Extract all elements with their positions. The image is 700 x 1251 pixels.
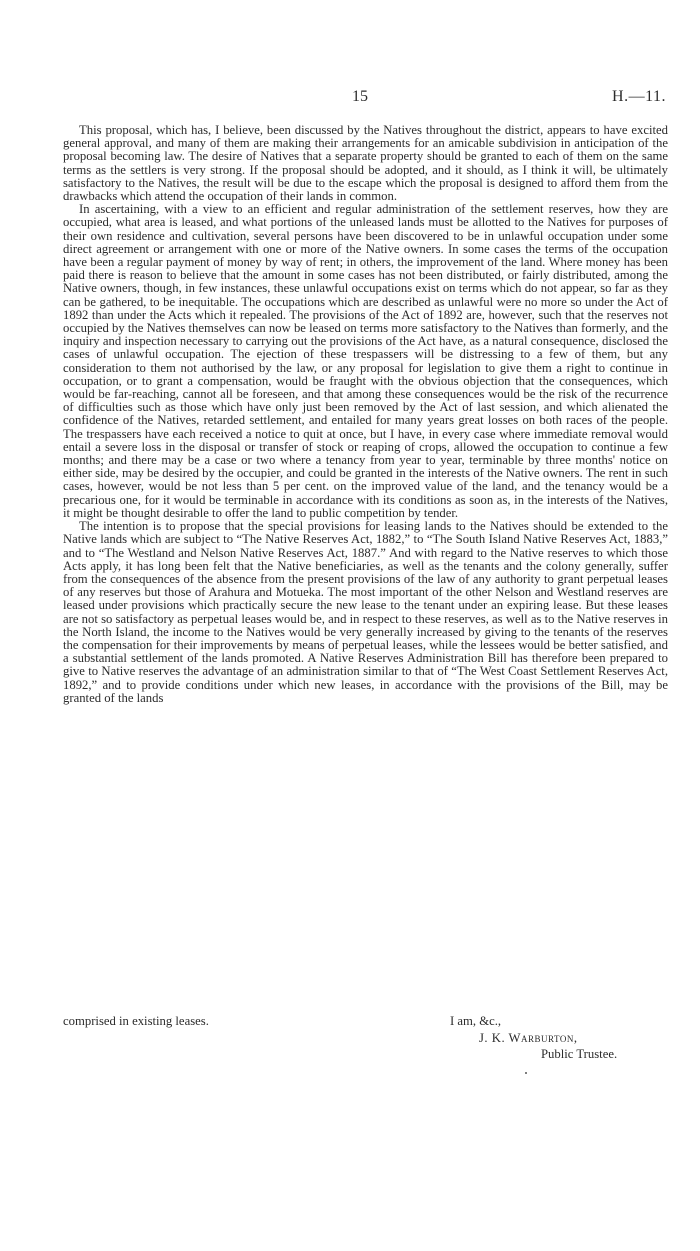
paragraph: This proposal, which has, I believe, been discussed by the Natives throughout the district, appears to have excited general approval, and many of them are making their arrangements for an amicable subdivision in anticipation of the proposal becoming law. The desire of Natives that a separate property should be granted to each of them on the same terms as the settlers is very strong. If the proposal should be adopted, and it should, as I think it will, be ultimately satisfactory to the Natives, the result will be due to the escape which the proposal is designed to afford them from the drawbacks which attend the occupation of their lands in common. — [63, 123, 668, 204]
paragraph: In ascertaining, with a view to an efficient and regular administration of the settlement reserves, how they are occupied, what area is leased, and what portions of the unleased lands must be allotted to the Natives for purposes of their own residence and cultivation, several persons have been discovered to be in unlawful occupation under some direct agreement or arrangement with one or more of the Native owners. In some cases the terms of the occupation have been a regular payment of money by way of rent; in others, the improvement of the land. Where money has been paid there is reason to believe that the amount in some cases has not been distributed, or fairly distributed, among the Native owners, though, in few instances, these unlawful occupations exist on terms which do not appear, so far as they can be gathered, to be inequitable. The occupations which are described as unlawful were no more so under the Act of 1892 than under the Acts which it repealed. The provisions of the Act of 1892 are, however, such that the reserves not occupied by the Natives themselves can now be leased on terms more satisfactory to the Natives than formerly, and the inquiry and inspection necessary to carrying out the provisions of the Act have, as a natural consequence, disclosed the cases of unlawful occupation. The ejection of these trespassers will be distressing to a few of them, but any consideration to them not authorised by the law, or any proposal for legislation to give them a right to continue in occupation, or to grant a compensation, would be fraught with the obvious objection that the consequences, which would be far-reaching, cannot all be foreseen, and that among these consequences would be the risk of the recurrence of difficulties such as those which have only just been removed by the Act of last session, and which alienated the confidence of the Natives, retarded settlement, and entailed for many years great losses on both races of the people. The trespassers have each received a notice to quit at once, but I have, in every case where immediate removal would entail a severe loss in the disposal or transfer of stock or reaping of crops, allowed the occupation to continue a few months; and there may be a case or two where a tenancy from year to year, terminable by three months' notice on either side, may be desired by the occupier, and could be granted in the interests of the Native owners. The rent in such cases, however, would be not less than 5 per cent. on the improved value of the land, and the tenancy would be a precarious one, for it would be terminable in accordance with its conditions as soon as, in the interests of the Natives, it might be thought desirable to offer the land to public competition by tender. — [63, 202, 668, 520]
ink-speck — [525, 1072, 527, 1074]
salutation: I am, &c., — [450, 1014, 502, 1028]
signatory-name: J. K. Warburton, — [479, 1031, 578, 1045]
closing-text: comprised in existing leases. — [63, 1014, 209, 1028]
document-reference: H.—11. — [612, 88, 666, 105]
letter-body — [63, 124, 668, 705]
signatory-title: Public Trustee. — [541, 1047, 618, 1061]
closing-line — [63, 1014, 668, 1028]
page-number: 15 — [352, 88, 368, 105]
paragraph: The intention is to propose that the special provisions for leasing lands to the Natives should be extended to the Native lands which are subject to “The Native Reserves Act, 1882,” to “The South Island Native Reserves Act, 1883,” and to “The Westland and Nelson Native Reserves Act, 1887.” And with regard to the Native reserves to which those Acts apply, it has long been felt that the Native beneficiaries, as well as the tenants and the colony generally, suffer from the consequences of the absence from the present provisions of the law of any authority to grant perpetual leases of any reserves but those of Arahura and Motueka. The most important of the other Nelson and Westland reserves are leased under provisions which practically secure the new lease to the tenant under an expiring lease. But these leases are not so satisfactory as perpetual leases would be, and in respect to these reserves, as well as to the Native reserves in the North Island, the income to the Natives would be very generally increased by giving to the tenants of the reserves the compensation for their improvements by means of perpetual leases, while the lessees would be better satisfied, and a substantial settlement of the lands promoted. A Native Reserves Administration Bill has therefore been prepared to give to Native reserves the advantage of an administration similar to that of “The West Coast Settlement Reserves Act, 1892,” and to provide conditions under which new leases, in accordance with the provisions of the Bill, may be granted of the lands — [63, 519, 668, 705]
